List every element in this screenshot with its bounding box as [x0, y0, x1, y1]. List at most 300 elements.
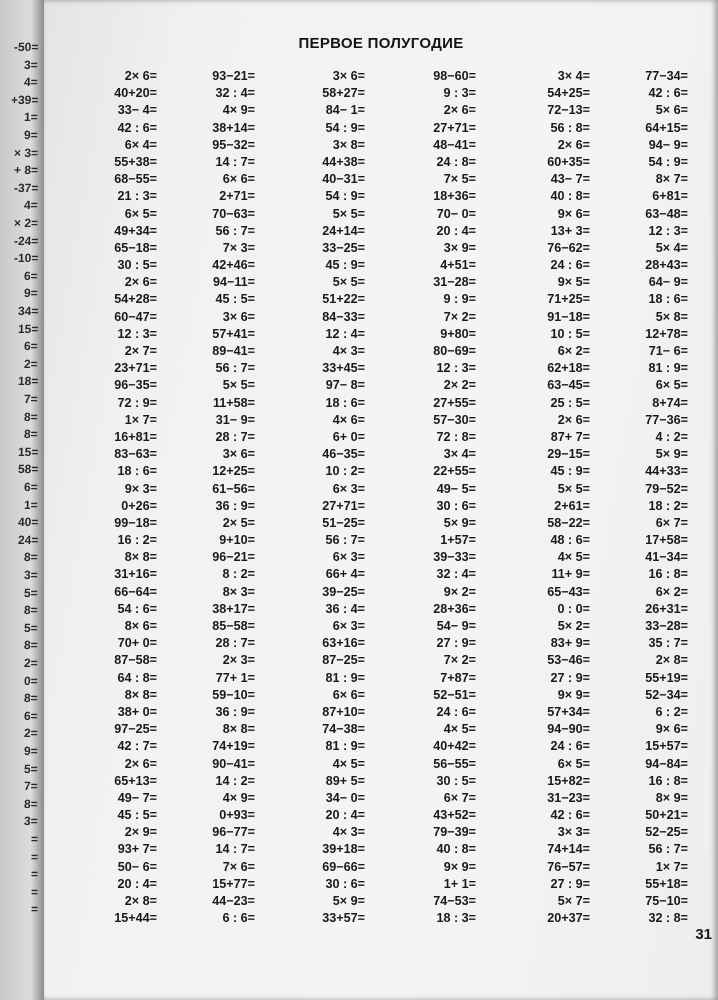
exercise-item: 2× 9= — [124, 825, 157, 840]
exercise-item: 65−18= — [114, 240, 157, 255]
exercise-item: 54+28= — [114, 292, 157, 307]
exercise-item: 94−90= — [547, 722, 590, 737]
exercise-item: 9 : 9= — [443, 292, 476, 307]
exercise-item: 2× 2= — [443, 378, 476, 393]
exercise-item: 45 : 5= — [215, 292, 255, 307]
exercise-item: 44−23= — [212, 894, 255, 908]
left-page-fragment: 2= — [24, 726, 39, 741]
exercise-item: 75−10= — [645, 894, 688, 908]
exercise-item: 87−25= — [322, 653, 365, 668]
exercise-item: 97− 8= — [325, 378, 365, 393]
left-page-fragment: 1= — [24, 497, 39, 512]
left-page-fragment: 2= — [24, 356, 39, 371]
exercise-item: 7× 6= — [222, 859, 255, 874]
exercise-item: 20 : 4= — [325, 808, 365, 823]
exercise-item: 18 : 3= — [436, 911, 476, 926]
exercise-item: 54 : 9= — [648, 154, 688, 169]
exercise-item: 15+77= — [212, 876, 255, 891]
exercise-item: 97−25= — [114, 722, 157, 737]
exercise-column-5 — [495, 68, 590, 927]
exercise-item: 38+ 0= — [117, 704, 157, 719]
exercise-item: 49+34= — [114, 223, 157, 238]
exercise-item: 0+26= — [121, 498, 157, 513]
exercise-item: 42 : 6= — [117, 120, 157, 135]
exercise-item: 42 : 7= — [117, 739, 157, 754]
exercise-item: 57−30= — [433, 412, 476, 427]
exercise-item: 3× 9= — [443, 240, 476, 255]
left-page-fragment: = — [30, 849, 39, 864]
exercise-item: 39−25= — [322, 584, 365, 599]
exercise-item: 12+78= — [645, 326, 688, 341]
exercise-item: 1+57= — [440, 533, 476, 548]
exercise-item: 80−69= — [433, 344, 476, 358]
exercise-item: 5× 5= — [332, 275, 365, 290]
exercise-item: 20 : 4= — [436, 223, 476, 238]
exercise-item: 56 : 7= — [648, 842, 688, 857]
exercise-item: 8× 8= — [124, 687, 157, 702]
exercise-item: 57+34= — [547, 704, 590, 719]
exercise-item: 44+33= — [645, 464, 688, 479]
exercise-item: 84− 1= — [325, 103, 365, 118]
exercise-item: 55+38= — [114, 154, 157, 169]
exercise-item: 95−32= — [212, 137, 255, 152]
exercise-item: 61−56= — [212, 481, 255, 496]
exercise-item: 56 : 7= — [325, 533, 365, 548]
exercise-item: 5× 5= — [222, 378, 255, 393]
exercise-item: 64 : 8= — [117, 670, 157, 685]
exercise-item: 12+25= — [212, 464, 255, 479]
exercise-item: 72 : 8= — [436, 429, 476, 444]
exercise-item: 24+14= — [322, 223, 365, 238]
exercise-item: 6× 3= — [332, 619, 365, 633]
exercise-item: 56−55= — [433, 756, 476, 771]
left-page-fragment: 18= — [17, 374, 39, 389]
exercise-item: 45 : 5= — [117, 808, 157, 823]
left-page-fragment: 3= — [24, 57, 39, 72]
exercise-item: 68−55= — [114, 172, 157, 187]
exercise-item: 4× 6= — [332, 412, 365, 427]
exercise-item: 62+18= — [547, 361, 590, 376]
exercise-column-2 — [163, 68, 255, 927]
left-page-fragment: 7= — [24, 392, 39, 406]
exercise-item: 40−31= — [322, 172, 365, 187]
left-page-fragment: 6= — [24, 339, 39, 354]
exercise-item: 28+36= — [433, 601, 476, 616]
exercise-item: 74+19= — [212, 739, 255, 754]
exercise-item: 96−35= — [114, 378, 157, 393]
exercise-item: 66−64= — [114, 584, 157, 599]
exercise-item: 7× 2= — [443, 653, 476, 668]
exercise-item: 81 : 9= — [325, 670, 365, 685]
exercise-item: 2+61= — [554, 498, 590, 513]
left-page-fragment: 3= — [24, 568, 39, 582]
exercise-item: 93+ 7= — [117, 842, 157, 857]
exercise-item: 60−47= — [114, 309, 157, 324]
exercise-item: 9× 9= — [443, 859, 476, 874]
exercise-item: 59−10= — [212, 687, 255, 702]
exercise-item: 91−18= — [547, 309, 590, 324]
exercise-item: 14 : 2= — [215, 773, 255, 788]
exercise-item: 41−34= — [645, 550, 688, 565]
exercise-item: 36 : 9= — [215, 498, 255, 513]
exercise-item: 20+37= — [547, 911, 590, 926]
exercise-item: 83−63= — [114, 447, 157, 462]
left-page-fragment: 15= — [17, 444, 39, 459]
exercise-item: 27 : 9= — [550, 670, 590, 685]
exercise-item: 27 : 9= — [436, 636, 476, 651]
exercise-item: 24 : 6= — [550, 258, 590, 273]
left-page-fragment: 15= — [17, 321, 39, 336]
exercise-item: 56 : 8= — [550, 120, 590, 135]
left-page-fragment: = — [30, 884, 39, 899]
exercise-item: 20 : 4= — [117, 876, 157, 891]
exercise-item: 49− 5= — [436, 481, 476, 496]
exercise-item: 40 : 8= — [550, 189, 590, 204]
exercise-item: 6+81= — [652, 189, 688, 204]
exercise-item: 81 : 9= — [325, 739, 365, 754]
exercise-item: 27 : 9= — [550, 876, 590, 891]
exercise-item: 52−51= — [433, 687, 476, 702]
exercise-item: 16 : 8= — [648, 773, 688, 788]
exercise-item: 36 : 9= — [215, 704, 255, 719]
left-page-fragment: 5= — [24, 620, 39, 635]
exercise-item: 70− 0= — [436, 206, 476, 221]
left-page-fragment: 34= — [17, 304, 39, 318]
exercise-item: 6+ 0= — [332, 429, 365, 444]
exercise-item: 27+71= — [433, 120, 476, 135]
exercise-item: 42 : 6= — [550, 808, 590, 823]
exercise-item: 89+ 5= — [325, 773, 365, 788]
exercise-item: 3× 3= — [557, 825, 590, 840]
exercise-item: 16 : 8= — [648, 567, 688, 582]
exercise-item: 3× 6= — [332, 69, 365, 83]
exercise-item: 10 : 5= — [550, 326, 590, 341]
exercise-item: 63+16= — [322, 636, 365, 651]
left-page-fragment: 2= — [24, 656, 39, 670]
exercise-item: 2× 6= — [124, 756, 157, 771]
exercise-item: 72 : 9= — [117, 395, 157, 410]
exercise-item: 5× 4= — [655, 240, 688, 255]
left-page-fragment: 4= — [24, 75, 39, 90]
exercise-item: 22+55= — [433, 464, 476, 479]
exercise-item: 7+87= — [440, 670, 476, 685]
exercise-item: 84−33= — [322, 309, 365, 324]
exercise-item: 94−84= — [645, 756, 688, 771]
exercise-item: 45 : 9= — [550, 464, 590, 479]
exercise-item: 16 : 2= — [117, 533, 157, 548]
exercise-item: 2× 6= — [124, 275, 157, 290]
exercise-item: 28 : 7= — [215, 636, 255, 651]
exercise-item: 32 : 4= — [436, 567, 476, 582]
exercise-item: 76−57= — [547, 859, 590, 874]
exercise-item: 16+81= — [114, 429, 157, 444]
exercise-item: 26+31= — [645, 601, 688, 616]
exercise-item: 1× 7= — [124, 412, 157, 427]
exercise-item: 39+18= — [322, 842, 365, 857]
exercise-item: 55+19= — [645, 670, 688, 685]
exercise-item: 71− 6= — [648, 344, 688, 358]
exercise-item: 29−15= — [547, 447, 590, 462]
exercise-item: 87+10= — [322, 704, 365, 719]
exercise-item: 9+10= — [219, 533, 255, 548]
exercise-item: 79−52= — [645, 481, 688, 496]
exercise-item: 71+25= — [547, 292, 590, 307]
exercise-item: 8× 7= — [655, 172, 688, 187]
exercise-item: 14 : 7= — [215, 842, 255, 857]
exercise-item: 4× 9= — [222, 103, 255, 118]
left-page-fragment: -10= — [13, 251, 39, 266]
exercise-item: 2× 6= — [124, 69, 157, 83]
exercise-item: 64+15= — [645, 120, 688, 135]
exercise-item: 2× 6= — [557, 137, 590, 152]
exercise-item: 72−13= — [547, 103, 590, 118]
left-page-fragment: 0= — [24, 673, 39, 688]
exercise-item: 77−34= — [645, 69, 688, 83]
left-page-fragment: = — [30, 832, 39, 846]
exercise-item: 6× 3= — [332, 481, 365, 496]
exercise-item: 28 : 7= — [215, 429, 255, 444]
exercise-item: 83+ 9= — [550, 636, 590, 651]
exercise-item: 12 : 4= — [325, 326, 365, 341]
exercise-item: 30 : 5= — [436, 773, 476, 788]
exercise-item: 40+20= — [114, 86, 157, 101]
left-page-fragment: 8= — [24, 409, 39, 424]
left-page-fragment: +39= — [10, 92, 39, 107]
exercise-item: 2× 8= — [124, 894, 157, 908]
page-title: ПЕРВОЕ ПОЛУГОДИЕ — [298, 35, 464, 52]
exercise-item: 5× 7= — [557, 894, 590, 908]
exercise-item: 54+25= — [547, 86, 590, 101]
exercise-item: 56 : 7= — [215, 361, 255, 376]
exercise-item: 4 : 2= — [655, 429, 688, 444]
exercise-item: 6× 2= — [655, 584, 688, 599]
exercise-item: 3× 4= — [443, 447, 476, 462]
exercise-item: 6× 6= — [332, 687, 365, 702]
exercise-item: 31−23= — [547, 790, 590, 805]
exercise-item: 98−60= — [433, 69, 476, 83]
exercise-item: 8× 8= — [222, 722, 255, 737]
exercise-item: 99−18= — [114, 515, 157, 530]
exercise-item: 25 : 5= — [550, 395, 590, 410]
exercise-item: 50+21= — [645, 808, 688, 823]
exercise-item: 33− 4= — [117, 103, 157, 118]
exercise-item: 18 : 2= — [648, 498, 688, 513]
exercise-item: 63−48= — [645, 206, 688, 221]
exercise-item: 9× 6= — [655, 722, 688, 737]
left-page-fragment: 7= — [24, 779, 39, 794]
exercise-item: 6× 5= — [124, 206, 157, 221]
exercise-item: 69−66= — [322, 859, 365, 874]
left-page-fragment: 9= — [24, 286, 39, 301]
exercise-item: 18 : 6= — [648, 292, 688, 307]
exercise-item: 51−25= — [322, 515, 365, 530]
left-page-fragment: 40= — [17, 515, 39, 530]
exercise-item: 33+57= — [322, 911, 365, 926]
exercise-item: 8× 8= — [124, 550, 157, 565]
exercise-item: 96−77= — [212, 825, 255, 840]
left-page-fragment: -37= — [13, 180, 39, 195]
exercise-item: 6× 7= — [655, 515, 688, 530]
exercise-item: 70+ 0= — [117, 636, 157, 651]
left-page-fragment: 3= — [24, 814, 39, 829]
exercise-item: 2× 8= — [655, 653, 688, 668]
exercise-item: 52−34= — [645, 687, 688, 702]
exercise-item: 14 : 7= — [215, 154, 255, 169]
exercise-item: 58−22= — [547, 515, 590, 530]
left-page-fragment: 1= — [24, 110, 39, 125]
exercise-item: 77−36= — [645, 412, 688, 427]
exercise-item: 2× 3= — [222, 653, 255, 668]
exercise-item: 51+22= — [322, 292, 365, 307]
exercise-item: 3× 4= — [557, 69, 590, 83]
exercise-item: 74−53= — [433, 894, 476, 908]
exercise-item: 90−41= — [212, 756, 255, 771]
left-page-fragment: 24= — [17, 532, 39, 547]
exercise-item: 43+52= — [433, 808, 476, 823]
exercise-item: 32 : 8= — [648, 911, 688, 926]
left-page-fragment: 8= — [24, 603, 39, 618]
exercise-item: 12 : 3= — [117, 326, 157, 341]
exercise-item: 0+93= — [219, 808, 255, 823]
exercise-item: 24 : 8= — [436, 154, 476, 169]
exercise-item: 15+82= — [547, 773, 590, 788]
exercise-item: 89−41= — [212, 344, 255, 358]
exercise-item: 18 : 6= — [117, 464, 157, 479]
exercise-item: 35 : 7= — [648, 636, 688, 651]
exercise-item: 8× 3= — [222, 584, 255, 599]
exercise-item: 42+46= — [212, 258, 255, 273]
exercise-item: 31− 9= — [215, 412, 255, 427]
left-page-fragment: 6= — [24, 480, 39, 494]
exercise-item: 8× 9= — [655, 790, 688, 805]
exercise-item: 50− 6= — [117, 859, 157, 874]
exercise-item: 52−25= — [645, 825, 688, 840]
exercise-item: 4× 3= — [332, 344, 365, 358]
exercise-item: 2× 6= — [557, 412, 590, 427]
exercise-item: 21 : 3= — [117, 189, 157, 204]
exercise-item: 27+71= — [322, 498, 365, 513]
exercise-item: 94− 9= — [648, 137, 688, 152]
exercise-item: 44+38= — [322, 154, 365, 169]
left-page-fragment: 6= — [24, 268, 39, 283]
exercise-item: 2× 7= — [124, 344, 157, 358]
exercise-item: 1+ 1= — [443, 876, 476, 891]
exercise-item: 6× 6= — [222, 172, 255, 187]
exercise-item: 79−39= — [433, 825, 476, 840]
exercise-item: 40 : 8= — [436, 842, 476, 857]
exercise-item: 31+16= — [114, 567, 157, 582]
exercise-item: 40+42= — [433, 739, 476, 754]
exercise-item: 54 : 6= — [117, 601, 157, 616]
exercise-column-6 — [596, 68, 688, 927]
exercise-item: 6× 3= — [332, 550, 365, 565]
exercise-item: 18+36= — [433, 189, 476, 204]
exercise-item: 24 : 6= — [436, 704, 476, 719]
exercise-item: 5× 9= — [332, 894, 365, 908]
exercise-item: 38+17= — [212, 601, 255, 616]
left-page-fragment: × 2= — [13, 216, 39, 230]
left-page-fragment: 6= — [24, 708, 39, 723]
exercise-item: 58+27= — [322, 86, 365, 101]
exercise-item: 5× 2= — [557, 619, 590, 633]
exercise-item: 7× 5= — [443, 172, 476, 187]
exercise-item: 12 : 3= — [436, 361, 476, 376]
exercise-item: 74−38= — [322, 722, 365, 737]
exercise-item: 65+13= — [114, 773, 157, 788]
exercise-item: 30 : 5= — [117, 258, 157, 273]
exercise-item: 31−28= — [433, 275, 476, 290]
exercise-item: 46−35= — [322, 447, 365, 462]
exercise-item: 33+45= — [322, 361, 365, 376]
exercise-item: 5× 6= — [655, 103, 688, 118]
exercise-item: 53−46= — [547, 653, 590, 668]
exercise-item: 54 : 9= — [325, 120, 365, 135]
exercise-item: 10 : 2= — [325, 464, 365, 479]
previous-page-edge — [0, 0, 44, 1000]
exercise-item: 9× 9= — [557, 687, 590, 702]
exercise-item: 3× 8= — [332, 137, 365, 152]
exercise-item: 5× 5= — [332, 206, 365, 221]
exercise-item: 7× 3= — [222, 240, 255, 255]
left-page-fragment: -50= — [13, 40, 39, 54]
exercise-item: 81 : 9= — [648, 361, 688, 376]
exercise-item: 57+41= — [212, 326, 255, 341]
left-page-fragment: 8= — [24, 638, 39, 653]
exercise-item: 17+58= — [645, 533, 688, 548]
exercise-item: 6× 2= — [557, 344, 590, 358]
exercise-item: 48 : 6= — [550, 533, 590, 548]
left-page-fragment: 9= — [24, 744, 39, 758]
exercise-item: 2× 5= — [222, 515, 255, 530]
exercise-item: 23+71= — [114, 361, 157, 376]
exercise-item: 9+80= — [440, 326, 476, 341]
exercise-item: 4× 3= — [332, 825, 365, 840]
left-page-fragment: × 3= — [13, 145, 39, 160]
exercise-item: 85−58= — [212, 619, 255, 633]
exercise-item: 87−58= — [114, 653, 157, 668]
left-page-fragment: 8= — [24, 550, 39, 565]
exercise-item: 15+57= — [645, 739, 688, 754]
exercise-item: 9× 5= — [557, 275, 590, 290]
exercise-item: 76−62= — [547, 240, 590, 255]
left-page-fragment: 58= — [17, 462, 39, 477]
exercise-column-3 — [275, 68, 365, 927]
exercise-item: 33−28= — [645, 619, 688, 633]
exercise-item: 60+35= — [547, 154, 590, 169]
exercise-item: 94−11= — [212, 275, 255, 290]
exercise-item: 15+44= — [114, 911, 157, 926]
exercise-item: 74+14= — [547, 842, 590, 857]
left-page-fragment: 9= — [24, 128, 39, 142]
exercise-item: 30 : 6= — [325, 876, 365, 891]
exercise-item: 0 : 0= — [557, 601, 590, 616]
exercise-item: 36 : 4= — [325, 601, 365, 616]
left-page-fragment: = — [30, 902, 39, 917]
left-page-fragment: 8= — [24, 796, 39, 811]
left-page-fragment: 8= — [24, 427, 39, 442]
exercise-item: 38+14= — [212, 120, 255, 135]
exercise-item: 1× 7= — [655, 859, 688, 874]
exercise-item: 5× 5= — [557, 481, 590, 496]
exercise-item: 11+ 9= — [551, 567, 590, 582]
exercise-item: 56 : 7= — [215, 223, 255, 238]
exercise-item: 8 : 2= — [222, 567, 255, 582]
workbook-page — [44, 0, 718, 1000]
left-page-fragment: 5= — [24, 585, 39, 600]
exercise-item: 6× 4= — [124, 137, 157, 152]
exercise-item: 77+ 1= — [215, 670, 255, 685]
left-page-fragment: + 8= — [13, 163, 39, 178]
